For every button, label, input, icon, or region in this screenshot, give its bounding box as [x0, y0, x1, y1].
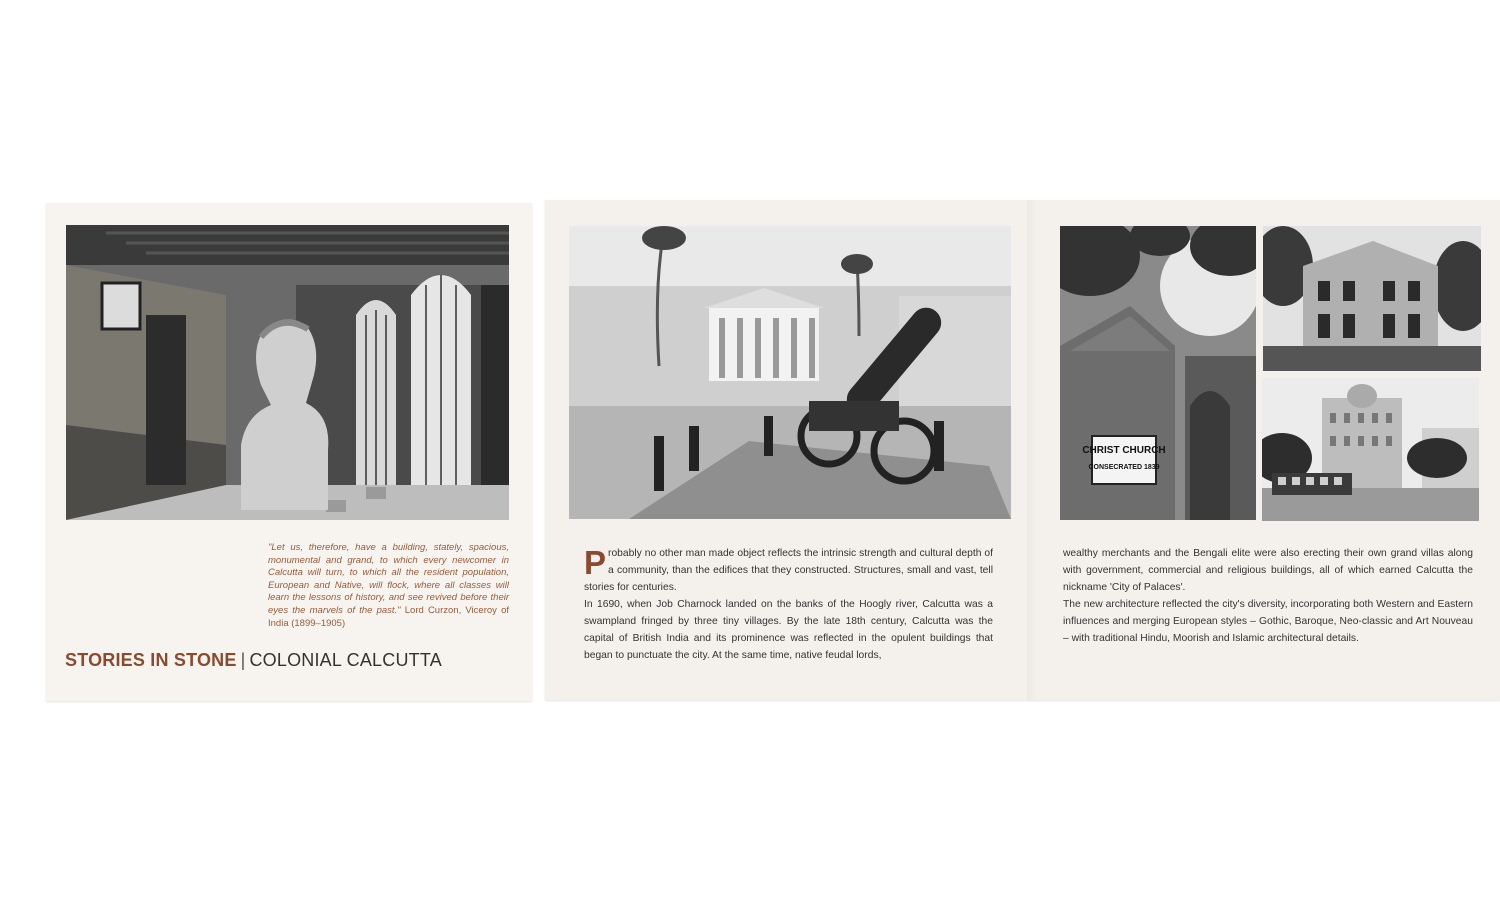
inner-spread [545, 200, 1500, 700]
drop-cap: P [584, 544, 607, 581]
curzon-quote [268, 542, 509, 630]
church-sign-line2: CONSECRATED 1839 [1088, 464, 1160, 471]
paragraph-history: In 1690, when Job Charnock landed on the banks of the Hoogly river, Calcutta was a swampland fringed by three tiny villages. By the late 18th century, Calcutta was the capital of British India and its prominence was reflected in the opulent buildings that began to punctuate the city. At the same time, native feudal lords, [584, 599, 993, 661]
paragraph-villas: wealthy merchants and the Bengali elite were also erecting their own grand villas along with government, commercial and religious buildings, all of which earned Calcutta the nickname 'City of Palaces'. [1063, 548, 1473, 593]
paragraph-architecture: The new architecture reflected the city's diversity, incorporating both Western and Eastern influences and merging European styles – Gothic, Baroque, Neo-classic and Art Nouveau – with traditional Hindu, Moorish and Islamic architectural details. [1063, 599, 1473, 644]
quote-attribution: Lord Curzon, Viceroy of India (1899–1905) [268, 604, 510, 629]
text-column-left [584, 545, 993, 664]
christ-church-photo [1060, 226, 1256, 520]
page-fold [1027, 200, 1037, 700]
quote-text: "Let us, therefore, have a building, stately, spacious, monumental and grand, to which every newcomer in Calcutta will turn, to which all the resident population, European and Native, will flock, where all classes will learn the lessons of history, and see revived before their eyes the marvels of the past." [268, 542, 509, 616]
cannon-building-photo [569, 226, 1011, 519]
corridor-bust-photo [66, 225, 509, 520]
church-sign-line1: CHRIST CHURCH [1082, 445, 1166, 456]
paragraph-intro-text: robably no other man made object reflects the intrinsic strength and cultural depth of a community, than the edifices that they constructed. Structures, small and vast, tell stories for centuries. [584, 548, 993, 593]
title-sub: COLONIAL CALCUTTA [249, 650, 442, 670]
title-separator: | [240, 650, 246, 670]
cover-card [46, 203, 532, 701]
title-main: STORIES IN STONE [65, 650, 237, 670]
tram-building-photo [1262, 378, 1479, 521]
text-column-right [1063, 545, 1473, 647]
paragraph-intro [584, 545, 993, 596]
book-title [65, 650, 442, 671]
villa-photo [1263, 226, 1481, 371]
